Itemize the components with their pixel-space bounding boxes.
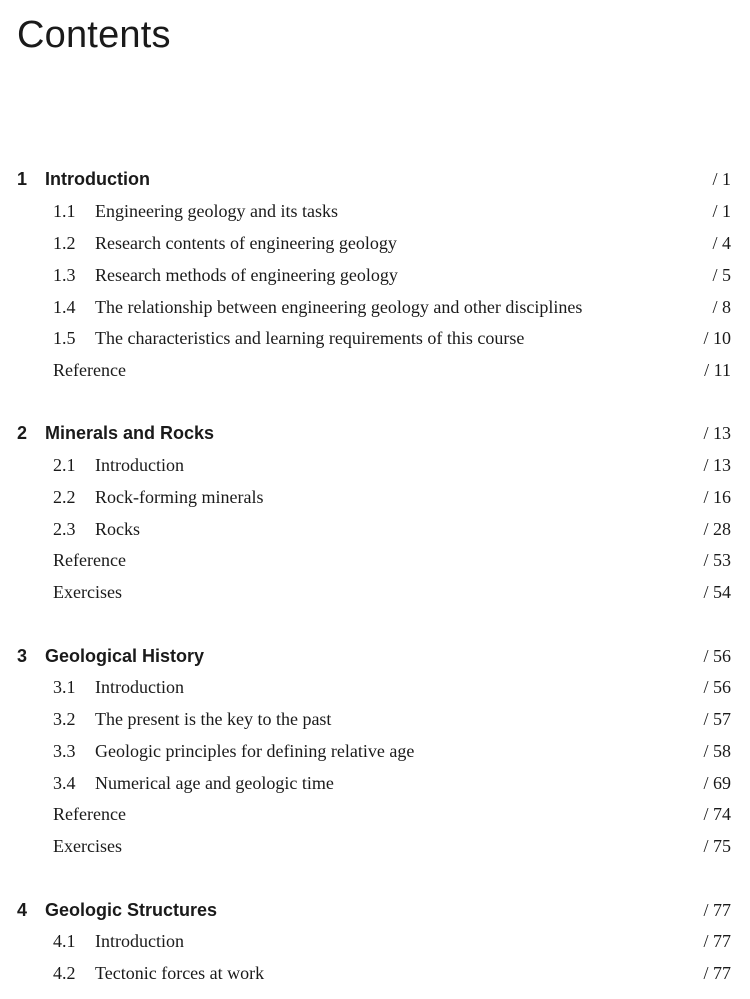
page-number: / 54: [703, 582, 731, 602]
page-number: / 74: [703, 804, 731, 824]
toc-extra-row[interactable]: [0, 830, 750, 862]
section-title: Tectonic forces at work: [95, 963, 265, 983]
chapter-number: 3: [17, 646, 28, 666]
section-title: Introduction: [95, 455, 184, 475]
toc-section-row[interactable]: [0, 195, 750, 227]
page-number: / 77: [703, 963, 731, 983]
section-number: 3.2: [53, 709, 76, 729]
page-number: / 13: [703, 455, 731, 475]
page-number: / 8: [712, 297, 731, 317]
section-number: 3.4: [53, 773, 76, 793]
page-number: / 56: [703, 677, 731, 697]
chapter-number: 2: [17, 423, 28, 443]
section-title: Numerical age and geologic time: [95, 773, 334, 793]
toc-section-row[interactable]: [0, 735, 750, 767]
page-number: / 75: [703, 836, 731, 856]
toc-section-row[interactable]: [0, 322, 750, 354]
section-number: 4.2: [53, 963, 76, 983]
page-number: / 1: [712, 201, 731, 221]
page-number: / 56: [703, 646, 731, 666]
section-title: Engineering geology and its tasks: [95, 201, 338, 221]
page-number: / 11: [704, 360, 731, 380]
toc-section-row[interactable]: [0, 925, 750, 957]
toc-section-row[interactable]: [0, 671, 750, 703]
section-number: 2.3: [53, 519, 76, 539]
toc-section-row[interactable]: [0, 703, 750, 735]
section-title: Introduction: [95, 931, 184, 951]
toc-extra-row[interactable]: [0, 798, 750, 830]
reference-title: Reference: [53, 360, 126, 380]
section-title: The characteristics and learning requirements of this course: [95, 328, 525, 348]
toc-chapter-row[interactable]: [0, 640, 750, 672]
page-number: / 69: [703, 773, 731, 793]
chapter-title: Introduction: [45, 169, 150, 189]
chapter-title: Minerals and Rocks: [45, 423, 215, 443]
chapter-number: 4: [17, 900, 28, 920]
section-number: 2.1: [53, 455, 76, 475]
toc-extra-row[interactable]: [0, 354, 750, 386]
chapter-title: Geological History: [45, 646, 205, 666]
section-number: 1.4: [53, 297, 76, 317]
section-number: 1.5: [53, 328, 76, 348]
toc-chapter-row[interactable]: [0, 894, 750, 926]
section-title: Research methods of engineering geology: [95, 265, 398, 285]
reference-title: Reference: [53, 550, 126, 570]
section-number: 1.2: [53, 233, 76, 253]
page-number: / 58: [703, 741, 731, 761]
chapter-number: 1: [17, 169, 28, 189]
toc-section-row[interactable]: [0, 513, 750, 545]
toc-section-row[interactable]: [0, 481, 750, 513]
section-number: 3.3: [53, 741, 76, 761]
toc-section-row[interactable]: [0, 227, 750, 259]
exercises-title: Exercises: [53, 836, 122, 856]
exercises-title: Exercises: [53, 582, 122, 602]
section-number: 1.1: [53, 201, 76, 221]
toc-section-row[interactable]: [0, 957, 750, 989]
page-number: / 10: [703, 328, 731, 348]
reference-title: Reference: [53, 804, 126, 824]
page-number: / 1: [712, 169, 731, 189]
toc-extra-row[interactable]: [0, 544, 750, 576]
page-number: / 5: [712, 265, 731, 285]
section-title: The relationship between engineering geology and other disciplines: [95, 297, 583, 317]
section-number: 3.1: [53, 677, 76, 697]
page-number: / 57: [703, 709, 731, 729]
toc-chapter-row[interactable]: [0, 163, 750, 195]
page-number: / 16: [703, 487, 731, 507]
section-number: 2.2: [53, 487, 76, 507]
page-number: / 77: [703, 900, 731, 920]
page-number: / 77: [703, 931, 731, 951]
section-title: Rock-forming minerals: [95, 487, 264, 507]
section-title: Geologic principles for defining relative age: [95, 741, 415, 761]
page-number: / 53: [703, 550, 731, 570]
toc-section-row[interactable]: [0, 291, 750, 323]
section-title: The present is the key to the past: [95, 709, 332, 729]
page-title: Contents: [17, 14, 171, 56]
toc-section-row[interactable]: [0, 767, 750, 799]
section-number: 1.3: [53, 265, 76, 285]
chapter-title: Geologic Structures: [45, 900, 218, 920]
section-number: 4.1: [53, 931, 76, 951]
page-number: / 4: [712, 233, 731, 253]
toc-extra-row[interactable]: [0, 576, 750, 608]
toc-chapter-row[interactable]: [0, 417, 750, 449]
toc-section-row[interactable]: [0, 259, 750, 291]
page-number: / 28: [703, 519, 731, 539]
section-title: Rocks: [95, 519, 140, 539]
section-title: Research contents of engineering geology: [95, 233, 397, 253]
page-number: / 13: [703, 423, 731, 443]
section-title: Introduction: [95, 677, 184, 697]
toc-section-row[interactable]: [0, 449, 750, 481]
